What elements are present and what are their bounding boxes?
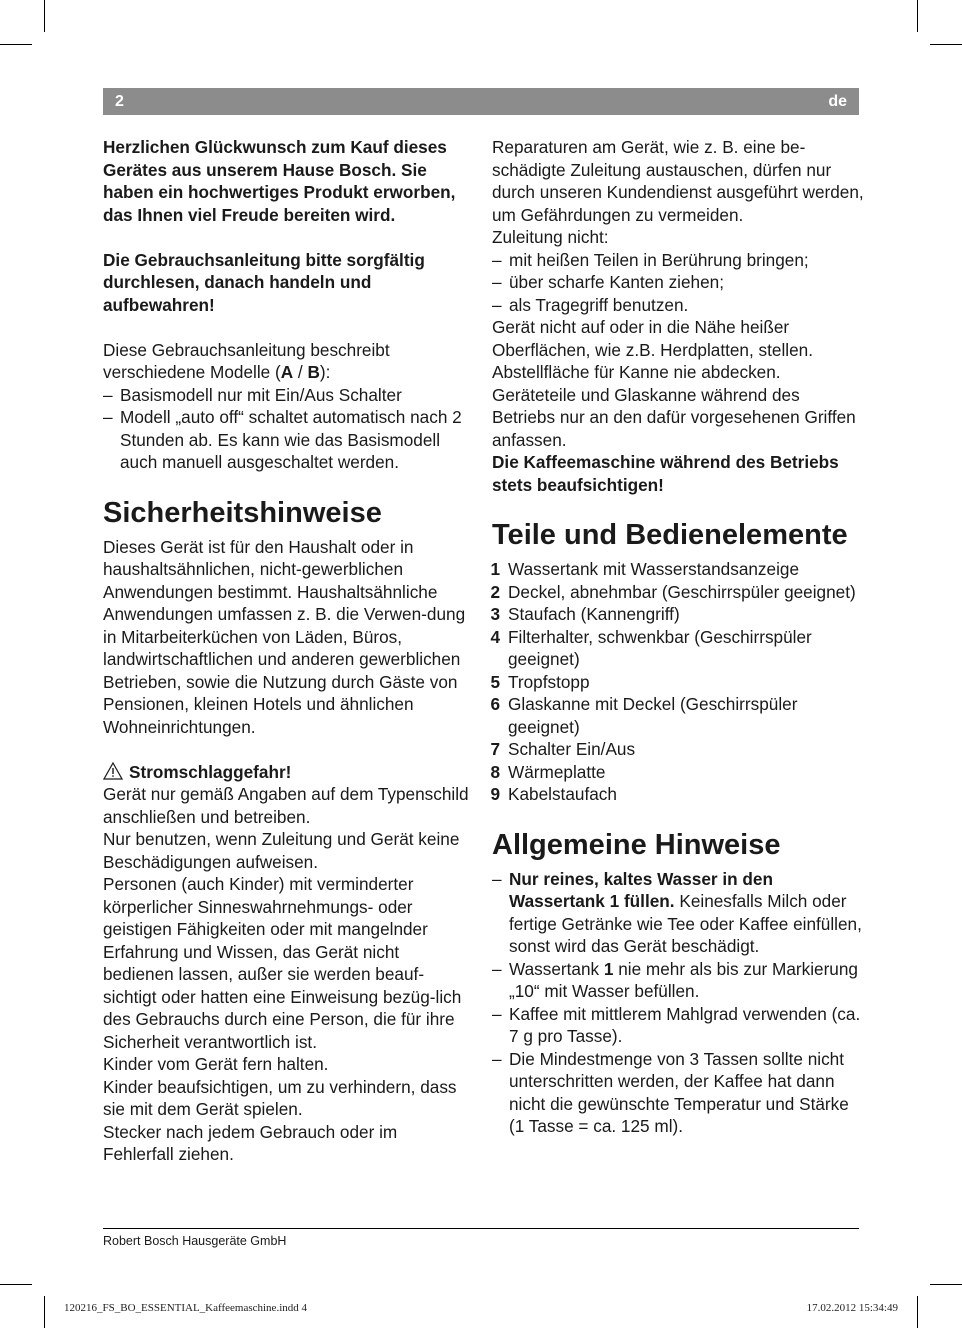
shock-paragraph: Stecker nach jedem Gebrauch oder im Fehlerfall ziehen. xyxy=(103,1121,398,1164)
shock-paragraph: Personen (auch Kinder) mit verminderter körperlicher Sinneswahrnehmungs- oder geistigen Fähigkeiten oder mit mangelnder Erfahrung und Wissen, das Gerät nicht bedienen lassen, außer sie werden beauf-sichtigt oder hatten eine Einweisung bezüg-lich des Gebrauchs durch eine Person, die für ihre Sicherheit verantwortlich ist. xyxy=(103,874,462,1052)
crop-mark xyxy=(930,44,962,45)
page-number: 2 xyxy=(115,93,124,110)
safety-paragraph: Geräteteile und Glaskanne während des Betriebs nur an den dafür vorgesehenen Griffen anfassen. xyxy=(492,384,856,450)
shock-paragraph: Nur benutzen, wenn Zuleitung und Gerät keine Beschädigungen aufweisen. xyxy=(103,829,460,872)
footer-company: Robert Bosch Hausgeräte GmbH xyxy=(103,1234,287,1248)
safety-paragraph: Abstellfläche für Kanne nie abdecken. xyxy=(492,362,781,382)
left-column xyxy=(103,136,471,1166)
list-item: – Wassertank 1 nie mehr als bis zur Markierung „10“ mit Wasser befüllen. xyxy=(492,958,858,1001)
crop-mark xyxy=(0,44,32,45)
list-item: – Kaffee mit mittlerem Mahlgrad verwenden (ca. 7 g pro Tasse). xyxy=(492,1003,861,1046)
slug-file: 120216_FS_BO_ESSENTIAL_Kaffeemaschine.indd 4 xyxy=(64,1302,307,1314)
crop-mark xyxy=(0,1284,32,1285)
slug-date: 17.02.2012 15:34:49 xyxy=(806,1302,898,1314)
read-manual-text: Die Gebrauchsanleitung bitte sorgfältig durchlesen, danach handeln und aufbewahren! xyxy=(103,249,425,315)
repairs-text: Reparaturen am Gerät, wie z. B. eine be-schädigte Zuleitung austauschen, dürfen nur durch unseren Kundendienst ausgeführt werden, um Gefährdungen zu vermeiden. xyxy=(492,137,864,225)
list-item: – als Tragegriff benutzen. xyxy=(492,294,689,315)
cord-heading: Zuleitung nicht: xyxy=(492,227,609,247)
header-bar xyxy=(103,88,859,115)
list-item: – Modell „auto off“ schaltet automatisch nach 2 Stunden ab. Es kann wie das Basismodell auch manuell ausgeschaltet werden. xyxy=(103,407,462,472)
parts-item: 9 Kabelstaufach xyxy=(490,784,617,804)
parts-item: 7 Schalter Ein/Aus xyxy=(490,739,636,759)
list-item: – Basismodell nur mit Ein/Aus Schalter xyxy=(103,384,402,405)
shock-paragraph: Gerät nur gemäß Angaben auf dem Typenschild anschließen und betreiben. xyxy=(103,784,469,827)
model-b: B xyxy=(307,362,320,382)
shock-heading: Stromschlaggefahr! xyxy=(103,761,471,784)
crop-mark xyxy=(44,1296,45,1328)
safety-paragraph: Gerät nicht auf oder in die Nähe heißer Oberflächen, wie z.B. Herdplatten, stellen. xyxy=(492,317,813,360)
list-item: – Die Mindestmenge von 3 Tassen sollte nicht unterschritten werden, der Kaffee hat dann nicht die gewünschte Temperatur und Stärke (1 Tasse = ca. 125 ml). xyxy=(492,1048,849,1136)
parts-item: 8 Wärmeplatte xyxy=(490,761,606,782)
parts-item: 4 Filterhalter, schwenkbar (Geschirrspüler geeignet) xyxy=(490,626,812,669)
list-item: – über scharfe Kanten ziehen; xyxy=(492,272,724,292)
right-column xyxy=(492,136,864,1138)
parts-item: 2 Deckel, abnehmbar (Geschirrspüler geeignet) xyxy=(490,581,856,602)
parts-title: Teile und Bedienelemente xyxy=(492,519,848,551)
congrats-text: Herzlichen Glückwunsch zum Kauf dieses Gerätes aus unserem Hause Bosch. Sie haben ein hochwertiges Produkt erworben, das Ihnen viel Freude bereiten wird. xyxy=(103,137,456,225)
shock-paragraph: Kinder vom Gerät fern halten. xyxy=(103,1054,329,1074)
model-a: A xyxy=(280,362,294,382)
crop-mark xyxy=(930,1284,962,1285)
general-title: Allgemeine Hinweise xyxy=(492,828,781,861)
crop-mark xyxy=(917,1296,918,1328)
warning-icon xyxy=(103,762,123,780)
models-intro: Diese Gebrauchsanleitung beschreibt verschiedene Modelle (A / B): xyxy=(103,339,390,382)
safety-title: Sicherheitshinweise xyxy=(103,496,382,529)
footer-rule xyxy=(103,1228,859,1229)
parts-item: 3 Staufach (Kannengriff) xyxy=(490,604,680,624)
supervise-text: Die Kaffeemaschine während des Betriebs stets beaufsichtigen! xyxy=(492,452,839,495)
crop-mark xyxy=(917,0,918,32)
parts-item: 5 Tropfstopp xyxy=(490,671,590,692)
list-item: – Nur reines, kaltes Wasser in den Wassertank 1 füllen. Keinesfalls Milch oder fertige Getränke wie Tee oder Kaffee einfüllen, sonst wird das Gerät beschädigt. xyxy=(492,868,862,956)
parts-item: 1 Wassertank mit Wasserstandsanzeige xyxy=(490,559,800,579)
safety-intro: Dieses Gerät ist für den Haushalt oder in haushaltsähnlichen, nicht-gewerblichen Anwendungen bestimmt. Haushaltsähnliche Anwendungen umfassen z. B. die Verwen-dung in Mitarbeiterküchen von Läden, Büros, landwirtschaftlichen und anderen gewerblichen Betrieben, sowie die Nutzung durch Gäste von Pensionen, kleinen Hotels und ähnlichen Wohneinrichtungen. xyxy=(103,536,466,737)
parts-item: 6 Glaskanne mit Deckel (Geschirrspüler geeignet) xyxy=(490,694,798,737)
crop-mark xyxy=(44,0,45,32)
shock-paragraph: Kinder beaufsichtigen, um zu verhindern, dass sie mit dem Gerät spielen. xyxy=(103,1076,457,1119)
list-item: – mit heißen Teilen in Berührung bringen; xyxy=(492,249,809,270)
language-code: de xyxy=(828,93,847,110)
